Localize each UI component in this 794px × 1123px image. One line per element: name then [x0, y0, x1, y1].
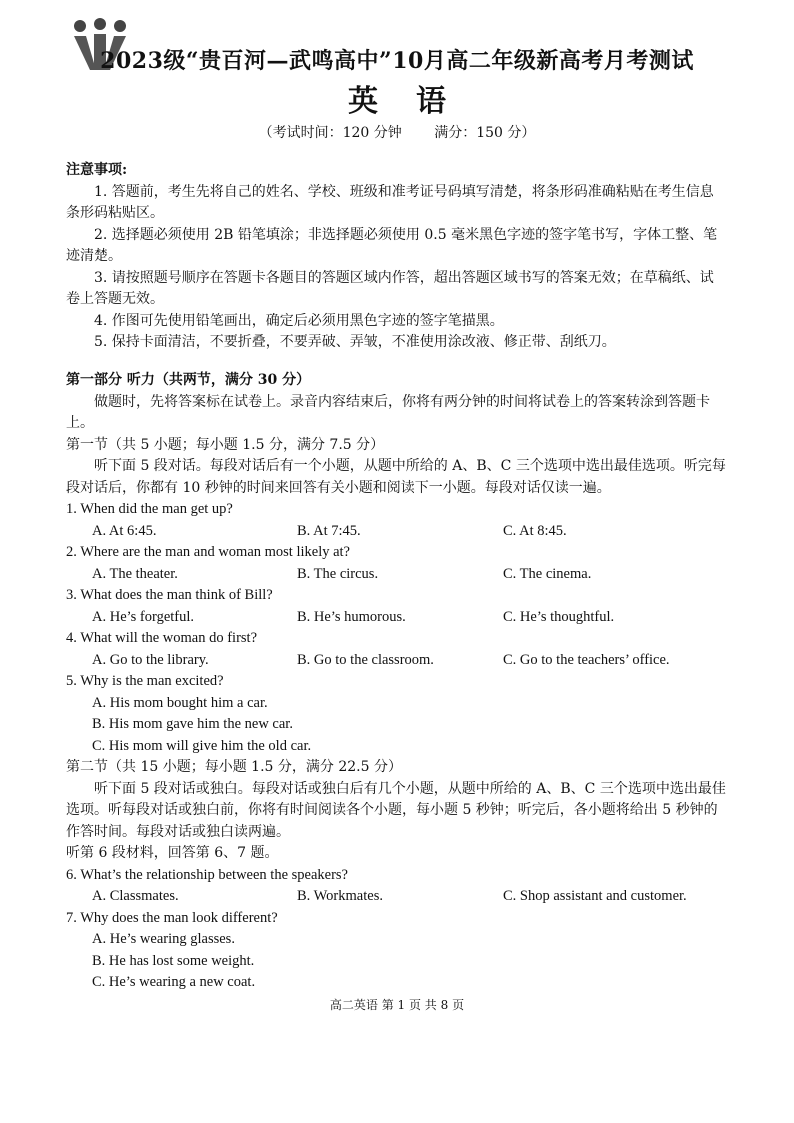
exam-title: 2023级“贵百河—武鸣高中”10月高二年级新高考月考测试 — [100, 48, 694, 74]
question-options — [66, 564, 726, 586]
notice-title: 注意事项: — [66, 162, 128, 178]
option-c: C. He’s thoughtful. — [503, 608, 615, 625]
question-stem: 5. Why is the man excited? — [66, 673, 224, 689]
option-b: B. He’s humorous. — [297, 608, 406, 625]
question-stem: 3. What does the man think of Bill? — [66, 587, 273, 603]
section2-title: 第二节（共 15 小题；每小题 1.5 分，满分 22.5 分） — [66, 759, 402, 775]
option-a: A. The theater. — [92, 565, 178, 582]
option-c: C. He’s wearing a new coat. — [92, 974, 256, 990]
option-a: A. Classmates. — [92, 888, 179, 904]
notice-section — [66, 160, 726, 354]
question-stem: 2. Where are the man and woman most likely at? — [66, 544, 350, 560]
section1-title: 第一节（共 5 小题；每小题 1.5 分，满分 7.5 分） — [66, 436, 385, 453]
notice-item: 3. 请按照题号顺序在答题卡各题目的答题区域内作答，超出答题区域书写的答案无效；在草稿纸、试卷上答题无效。 — [66, 269, 714, 307]
notice-item: 2. 选择题必须使用 2B 铅笔填涂；非选择题必须使用 0.5 毫米黑色字迹的签字笔书写，字体工整、笔迹清楚。 — [66, 226, 718, 264]
part1-section — [66, 370, 726, 994]
option-c: C. The cinema. — [503, 565, 592, 582]
page-footer: 高二英语 第 1 页 共 8 页 — [329, 998, 465, 1012]
option-c: C. At 8:45. — [503, 522, 567, 539]
option-c: C. Go to the teachers’ office. — [503, 651, 670, 668]
question-options — [66, 886, 726, 908]
question-options — [66, 521, 726, 543]
option-a: A. Go to the library. — [92, 651, 209, 668]
option-a: A. He’s wearing glasses. — [92, 931, 235, 947]
notice-item: 5. 保持卡面清洁，不要折叠，不要弄破、弄皱，不准使用涂改液、修正带、刮纸刀。 — [94, 334, 616, 350]
question-options — [66, 650, 726, 672]
full-score: 满分：150 分） — [434, 125, 536, 141]
part1-intro: 做题时，先将答案标在试卷上。录音内容结束后，你将有两分钟的时间将试卷上的答案转涂到答题卡上。 — [66, 393, 710, 431]
question-stem: 4. What will the woman do first? — [66, 630, 258, 646]
section2-instructions: 听下面 5 段对话或独白。每段对话或独白后有几个小题，从题中所给的 A、B、C 三个选项中选出最佳选项。听每段对话或独白前，你将有时间阅读各个小题，每小题 5 秒钟；听完后，各小题将给出 5 秒钟的作答时间。每段对话或独白读两遍。 — [66, 780, 726, 840]
option-a: A. His mom bought him a car. — [92, 694, 268, 711]
option-c: C. Shop assistant and customer. — [503, 888, 687, 904]
option-a: A. At 6:45. — [92, 522, 157, 539]
option-b: B. He has lost some weight. — [92, 952, 255, 969]
exam-time: （考试时间：120 分钟 — [258, 125, 402, 141]
option-b: B. Workmates. — [297, 888, 383, 904]
option-c: C. His mom will give him the old car. — [92, 737, 312, 754]
exam-meta — [0, 122, 794, 142]
option-b: B. Go to the classroom. — [297, 651, 434, 668]
option-b: B. His mom gave him the new car. — [92, 716, 293, 732]
question-stem: 7. Why does the man look different? — [66, 909, 278, 926]
notice-item: 4. 作图可先使用铅笔画出，确定后必须用黑色字迹的签字笔描黑。 — [94, 312, 504, 329]
question-stem: 6. What’s the relationship between the speakers? — [66, 866, 348, 883]
option-a: A. He’s forgetful. — [92, 608, 195, 625]
part1-title: 第一部分 听力（共两节，满分 30 分） — [66, 372, 311, 388]
material-note: 听第 6 段材料，回答第 6、7 题。 — [66, 845, 279, 861]
section1-instructions: 听下面 5 段对话。每段对话后有一个小题，从题中所给的 A、B、C 三个选项中选出最佳选项。听完每段对话后，你都有 10 秒钟的时间来回答有关小题和阅读下一小题。每段对话仅读一遍。 — [66, 458, 726, 496]
notice-item: 1. 答题前，考生先将自己的姓名、学校、班级和准考证号码填写清楚，将条形码准确粘贴在考生信息条形码粘贴区。 — [66, 183, 714, 221]
option-b: B. At 7:45. — [297, 522, 361, 539]
subject-title: 英语 — [348, 84, 484, 119]
question-stem: 1. When did the man get up? — [66, 501, 233, 517]
question-options — [66, 607, 726, 629]
option-b: B. The circus. — [297, 565, 379, 582]
